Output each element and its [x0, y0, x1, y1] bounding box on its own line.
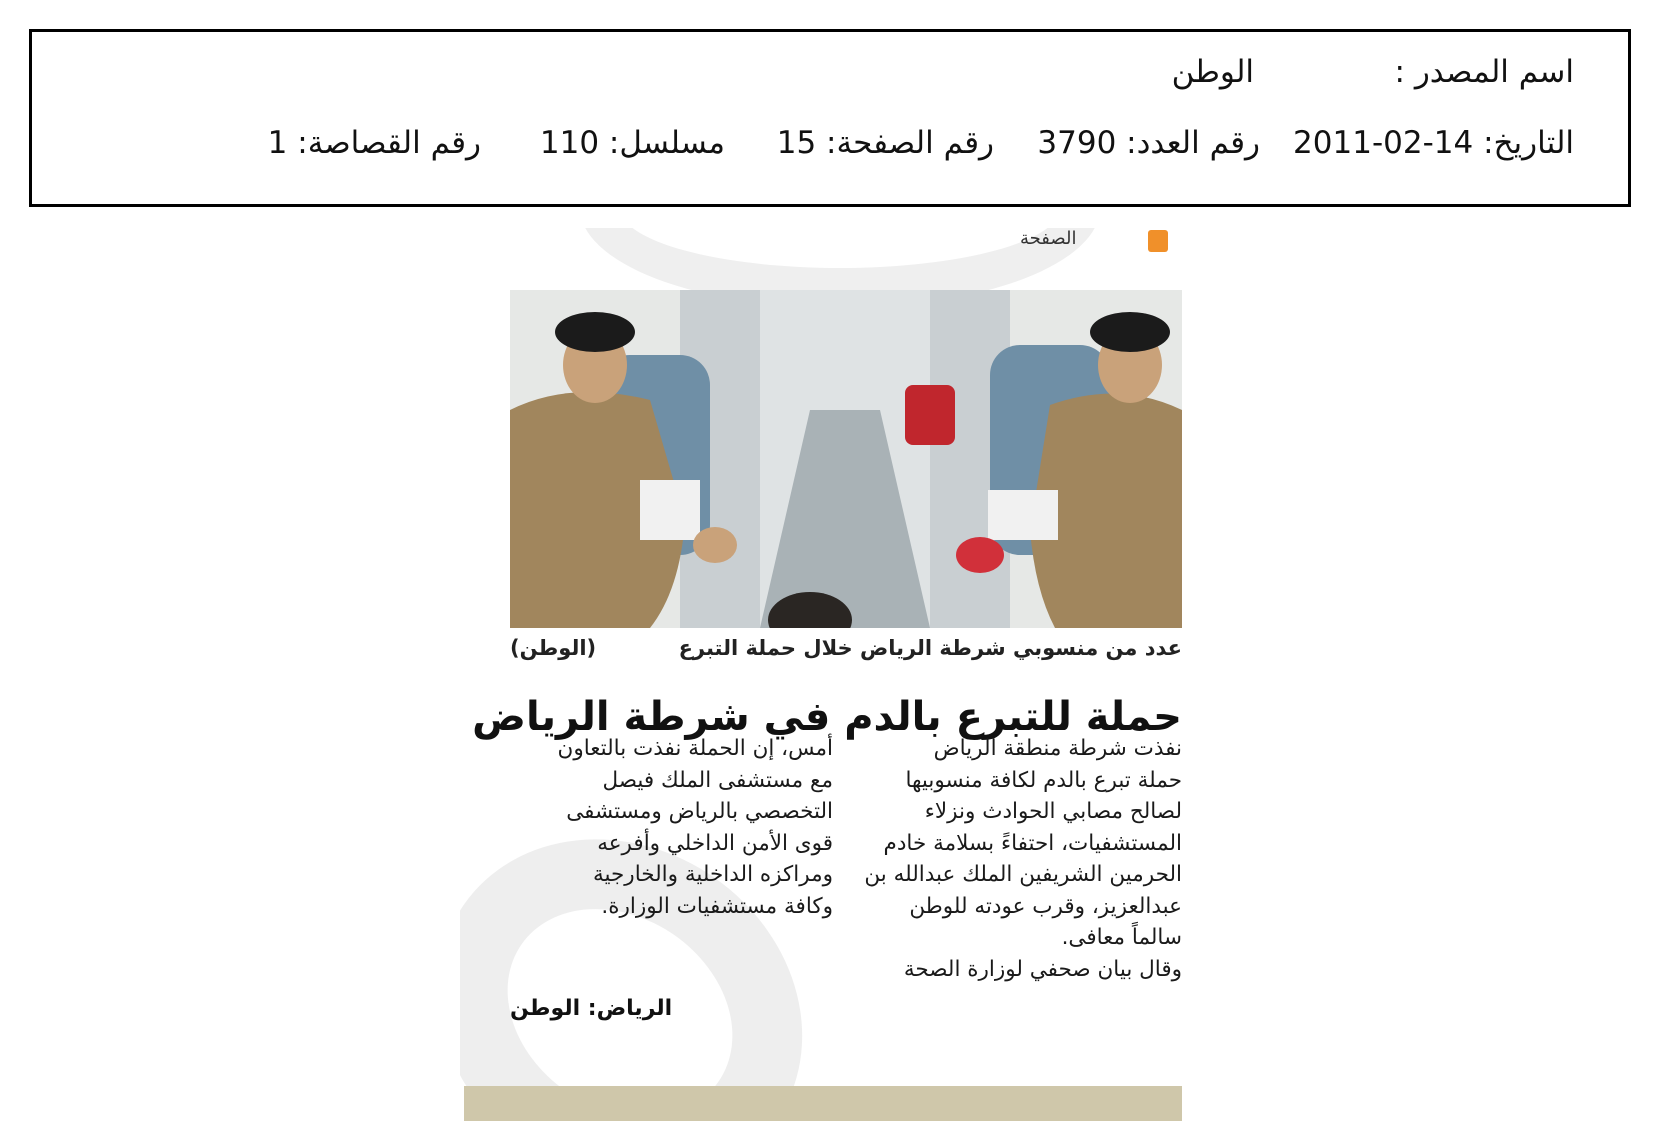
page-number: رقم الصفحة: 15	[776, 125, 994, 161]
article-column-left	[558, 733, 833, 922]
photo-illustration	[510, 290, 1182, 628]
paragraph-line: قوى الأمن الداخلي وأفرعه	[597, 830, 833, 856]
paragraph-line: عبدالعزيز، وقرب عودته للوطن	[909, 893, 1182, 919]
paragraph-line: أمس، إن الحملة نفذت بالتعاون	[557, 736, 833, 761]
byline: الرياض: الوطن	[510, 996, 673, 1021]
section-tag-icon	[1148, 230, 1168, 252]
paragraph-line: ومراكزه الداخلية والخارجية	[593, 862, 833, 887]
bottom-bar	[464, 1086, 1182, 1121]
issue-number: رقم العدد: 3790	[1037, 125, 1260, 161]
paragraph-line: لصالح مصابي الحوادث ونزلاء	[924, 799, 1182, 824]
paragraph-line: وكافة مستشفيات الوزارة.	[601, 893, 833, 919]
paragraph-line: حملة تبرع بالدم لكافة منسوبيها	[905, 767, 1182, 793]
serial-number: مسلسل: 110	[539, 125, 725, 161]
paragraph-line: سالماً معافى.	[1061, 925, 1182, 950]
article-column-right	[864, 733, 1182, 985]
paragraph-line: التخصصي بالرياض ومستشفى	[566, 799, 833, 824]
source-info-box	[29, 29, 1631, 207]
paragraph-line: نفذت شرطة منطقة الرياض	[933, 736, 1182, 761]
paragraph-line: مع مستشفى الملك فيصل	[602, 767, 833, 793]
caption-source: (الوطن)	[510, 636, 597, 660]
paragraph-line: الحرمين الشريفين الملك عبدالله بن	[864, 862, 1182, 887]
section-tag: الصفحة	[1020, 228, 1077, 249]
date-field: التاريخ: 14-02-2011	[1293, 125, 1574, 161]
paragraph-line: المستشفيات، احتفاءً بسلامة خادم	[883, 830, 1182, 856]
paragraph-line: وقال بيان صحفي لوزارة الصحة	[903, 956, 1182, 982]
clip-number: رقم القصاصة: 1	[267, 125, 481, 161]
caption-text: عدد من منسوبي شرطة الرياض خلال حملة التبرع	[678, 636, 1182, 660]
newspaper-clipping	[460, 228, 1200, 1121]
source-label: اسم المصدر :	[1394, 54, 1574, 90]
photo-caption	[510, 636, 1182, 670]
article-photo	[510, 290, 1182, 628]
source-value: الوطن	[1171, 54, 1254, 90]
headline: حملة للتبرع بالدم في شرطة الرياض	[472, 694, 1182, 740]
